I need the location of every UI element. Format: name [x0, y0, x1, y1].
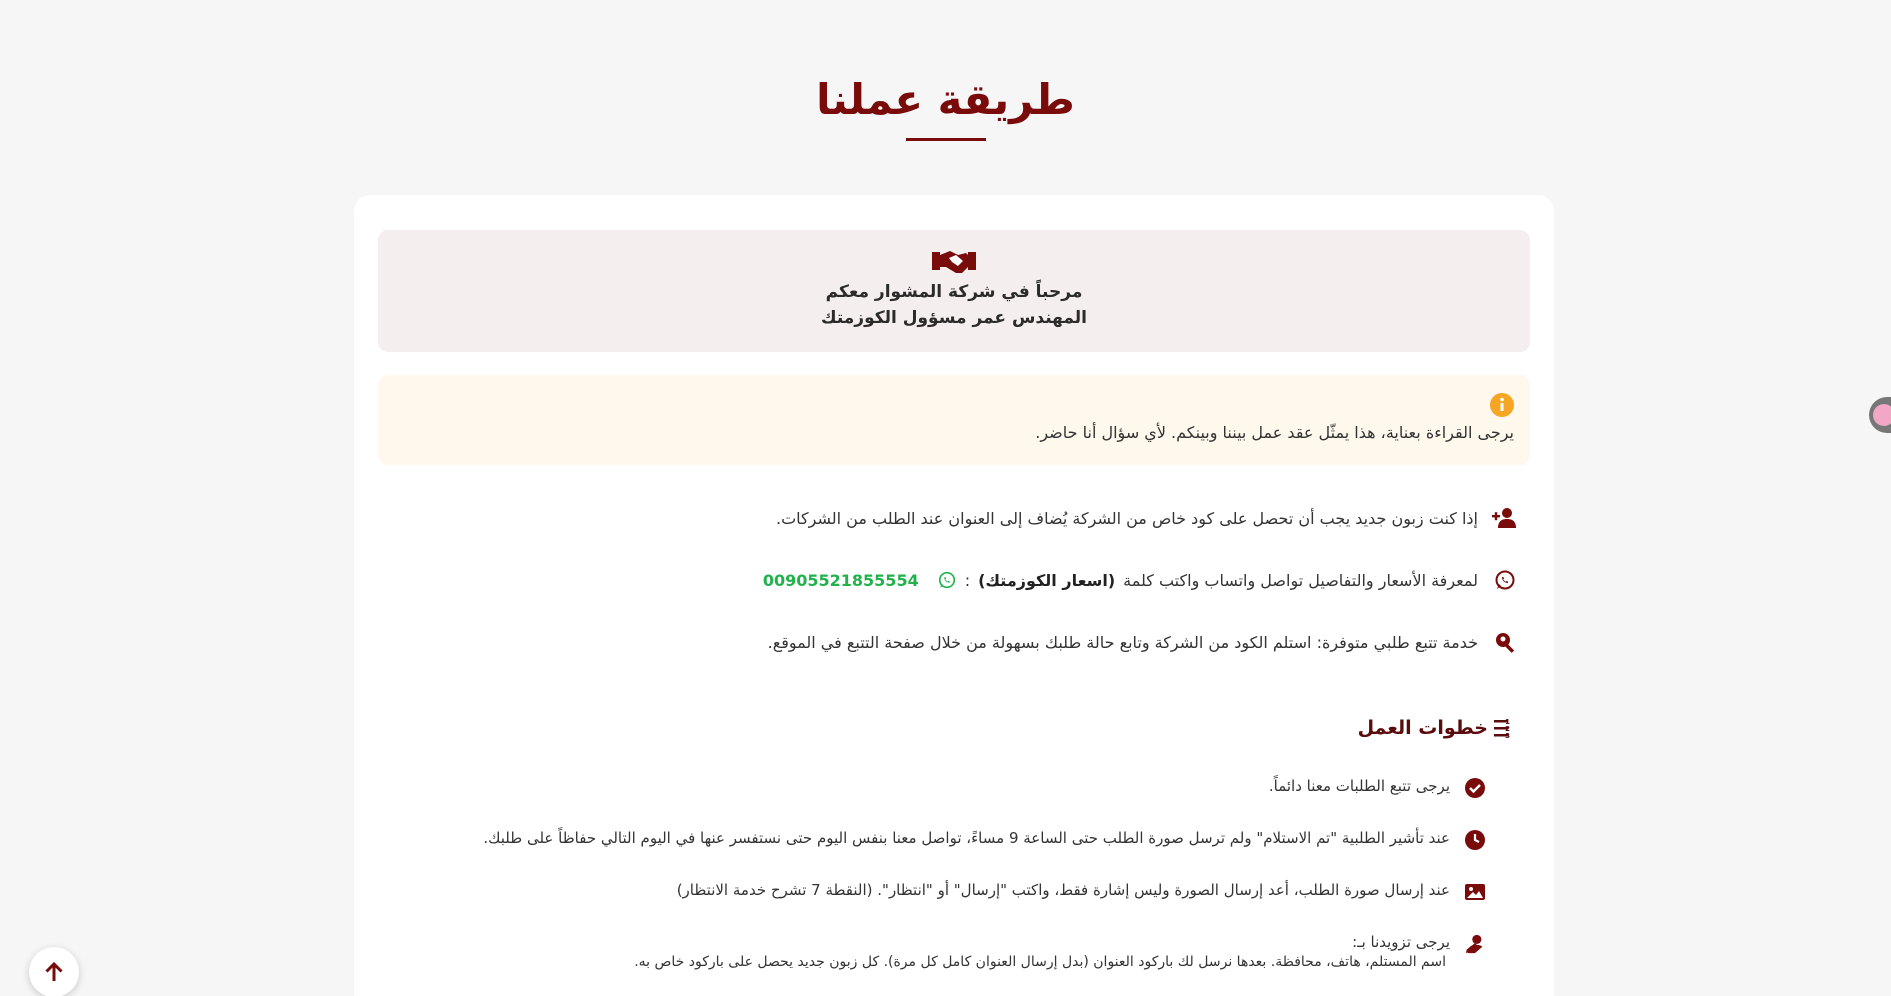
tracking-text: خدمة تتبع طلبي متوفرة: استلم الكود من الشركة وتابع حالة طلبك بسهولة من خلال صفحة التتبع في الموقع. — [767, 632, 1478, 652]
arrow-up-icon — [42, 960, 66, 984]
prices-separator: : — [964, 570, 971, 590]
prices-text: لمعرفة الأسعار والتفاصيل تواصل واتساب واكتب كلمة — [1123, 570, 1478, 590]
image-icon — [1464, 881, 1486, 903]
steps-heading — [1358, 717, 1516, 739]
welcome-box — [378, 230, 1530, 352]
scroll-top-button[interactable] — [29, 947, 79, 996]
clock-icon — [1464, 829, 1486, 851]
svg-text:2: 2 — [1505, 725, 1510, 733]
whatsapp-link-icon[interactable] — [937, 570, 957, 590]
step-item — [483, 829, 1486, 851]
info-icon — [1490, 393, 1514, 417]
notice-box — [378, 375, 1530, 465]
steps-title: خطوات العمل — [1357, 717, 1488, 739]
prices-row — [763, 569, 1518, 591]
step-text: يرجى تتبع الطلبات معنا دائماً. — [1268, 777, 1450, 795]
user-edit-icon — [1464, 933, 1486, 955]
handshake-icon — [932, 246, 976, 276]
svg-text:1: 1 — [1505, 718, 1510, 726]
phone-link[interactable]: 00905521855554 — [762, 570, 919, 590]
page-title: طريقة عملنا — [816, 75, 1075, 124]
step-text: عند إرسال صورة الطلب، أعد إرسال الصورة وليس إشارة فقط، واكتب "إرسال" أو "انتظار". (النقطة 7 تشرح خدمة الانتظار) — [676, 881, 1450, 899]
step-text: عند تأشير الطلبية "تم الاستلام" ولم ترسل صورة الطلب حتى الساعة 9 مساءً، تواصل معنا بنفس اليوم حتى نستفسر عنها في اليوم التالي حفاظاً على طلبك. — [483, 829, 1450, 847]
tracking-row — [768, 631, 1518, 653]
new-customer-text: إذا كنت زبون جديد يجب أن تحصل على كود خاص من الشركة يُضاف إلى العنوان عند الطلب من الشركات. — [776, 508, 1478, 528]
list-ol-icon — [1494, 717, 1516, 739]
page-header — [0, 70, 1891, 141]
step-text: يرجى تزويدنا بـ: — [1352, 933, 1450, 951]
whatsapp-icon — [1492, 569, 1518, 591]
search-location-icon — [1492, 631, 1518, 653]
prices-keyword: (اسعار الكوزمتك) — [978, 570, 1116, 590]
welcome-line-1: مرحباً في شركة المشوار معكم — [825, 282, 1083, 302]
step-item — [634, 933, 1486, 970]
notice-text: يرجى القراءة بعناية، هذا يمثّل عقد عمل بيننا وبينكم. لأي سؤال أنا حاضر. — [1035, 423, 1514, 442]
content-card — [354, 195, 1554, 996]
accessibility-tab[interactable] — [1869, 397, 1891, 433]
user-plus-icon — [1492, 507, 1518, 529]
step-item — [677, 881, 1486, 903]
step-subtext: اسم المستلم، هاتف، محافظة. بعدها نرسل لك باركود العنوان (بدل إرسال العنوان كامل كل مرة). كل زبون جديد يحصل على باركود خاص به. — [634, 954, 1446, 970]
svg-text:3: 3 — [1505, 732, 1510, 739]
welcome-line-2: المهندس عمر مسؤول الكوزمتك — [820, 308, 1088, 328]
accessibility-icon — [1873, 404, 1891, 426]
title-underline — [906, 138, 986, 141]
new-customer-row — [776, 507, 1518, 529]
check-circle-icon — [1464, 777, 1486, 799]
step-item — [1269, 777, 1486, 799]
